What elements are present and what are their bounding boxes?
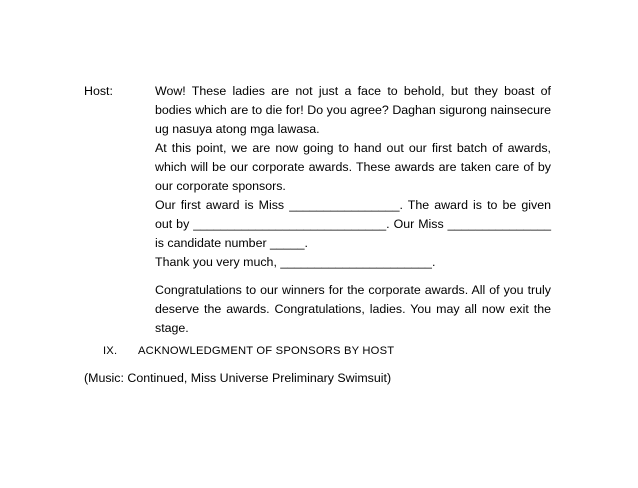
section-number: IX. [103,345,118,357]
music-note: (Music: Continued, Miss Universe Preliminary Swimsuit) [84,371,392,385]
speaker-label: Host: [84,84,113,98]
section-title: ACKNOWLEDGMENT OF SPONSORS BY HOST [138,345,395,357]
host-paragraph-1: Wow! These ladies are not just a face to behold, but they boast of bodies which are to die for! Do you agree? Daghan sigurong nainsecure ug nasuya atong mga lawasa. [155,84,551,136]
host-paragraph-4: Thank you very much, ______________________. [155,255,436,269]
host-paragraph-3: Our first award is Miss ________________. The award is to be given out by ____________________________. Our Miss _______________ is candidate number _____. [155,198,551,250]
host-paragraph-2: At this point, we are now going to hand out our first batch of awards, which will be our corporate awards. These awards are taken care of by our corporate sponsors. [155,141,551,193]
host-paragraph-5: Congratulations to our winners for the corporate awards. All of you truly deserve the awards. Congratulations, ladies. You may all now exit the stage. [155,283,551,335]
